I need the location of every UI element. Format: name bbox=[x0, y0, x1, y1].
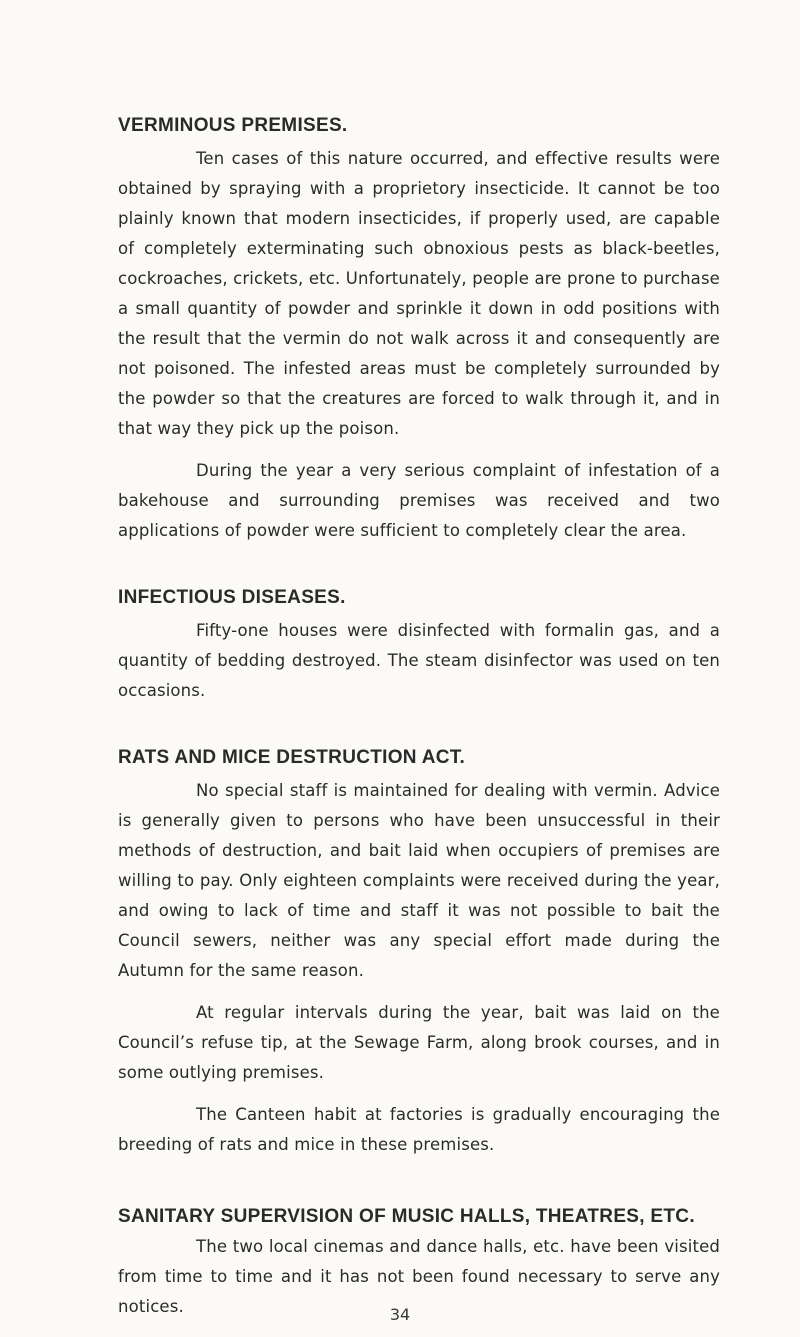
section-heading-infectious-diseases: INFECTIOUS DISEASES. bbox=[118, 587, 346, 608]
section-heading-rats-and-mice: RATS AND MICE DESTRUCTION ACT. bbox=[118, 747, 466, 768]
section-heading-sanitary-supervision: SANITARY SUPERVISION OF MUSIC HALLS, THEATRES, ETC. bbox=[118, 1206, 695, 1227]
paragraph-rats-3: The Canteen habit at factories is gradually encouraging the breeding of rats and mice in these premises. bbox=[118, 1105, 720, 1154]
paragraph-sanitary-1: The two local cinemas and dance halls, etc. have been visited from time to time and it has not been found necessary to serve any notices. bbox=[118, 1237, 720, 1316]
paragraph-infectious-1: Fifty-one houses were disinfected with formalin gas, and a quantity of bedding destroyed. The steam disinfector was used on ten occasions. bbox=[118, 621, 720, 700]
paragraph-verminous-2: During the year a very serious complaint of infestation of a bakehouse and surrounding premises was received and two applications of powder were sufficient to completely clear the area. bbox=[118, 461, 720, 540]
page-number: 34 bbox=[389, 1305, 411, 1324]
paragraph-verminous-1: Ten cases of this nature occurred, and effective results were obtained by spraying with a proprietory insecticide. It cannot be too plainly known that modern insecticides, if properly used, are capable of completely exterminating such obnoxious pests as black-beetles, cockroaches, crickets, etc. Unfortunately, people are prone to purchase a small quantity of powder and sprinkle it down in odd positions with the result that the vermin do not walk across it and consequently are not poisoned. The infested areas must be completely surrounded by the powder so that the creatures are forced to walk through it, and in that way they pick up the poison. bbox=[118, 149, 720, 438]
paragraph-rats-2: At regular intervals during the year, bait was laid on the Council’s refuse tip, at the Sewage Farm, along brook courses, and in some outlying premises. bbox=[118, 1003, 720, 1082]
paragraph-rats-1: No special staff is maintained for dealing with vermin. Advice is generally given to persons who have been unsuccessful in their methods of destruction, and bait laid when occupiers of premises are willing to pay. Only eighteen complaints were received during the year, and owing to lack of time and staff it was not possible to bait the Council sewers, neither was any special effort made during the Autumn for the same reason. bbox=[118, 781, 720, 980]
section-heading-verminous-premises: VERMINOUS PREMISES. bbox=[118, 115, 348, 136]
document-page bbox=[118, 110, 720, 1322]
